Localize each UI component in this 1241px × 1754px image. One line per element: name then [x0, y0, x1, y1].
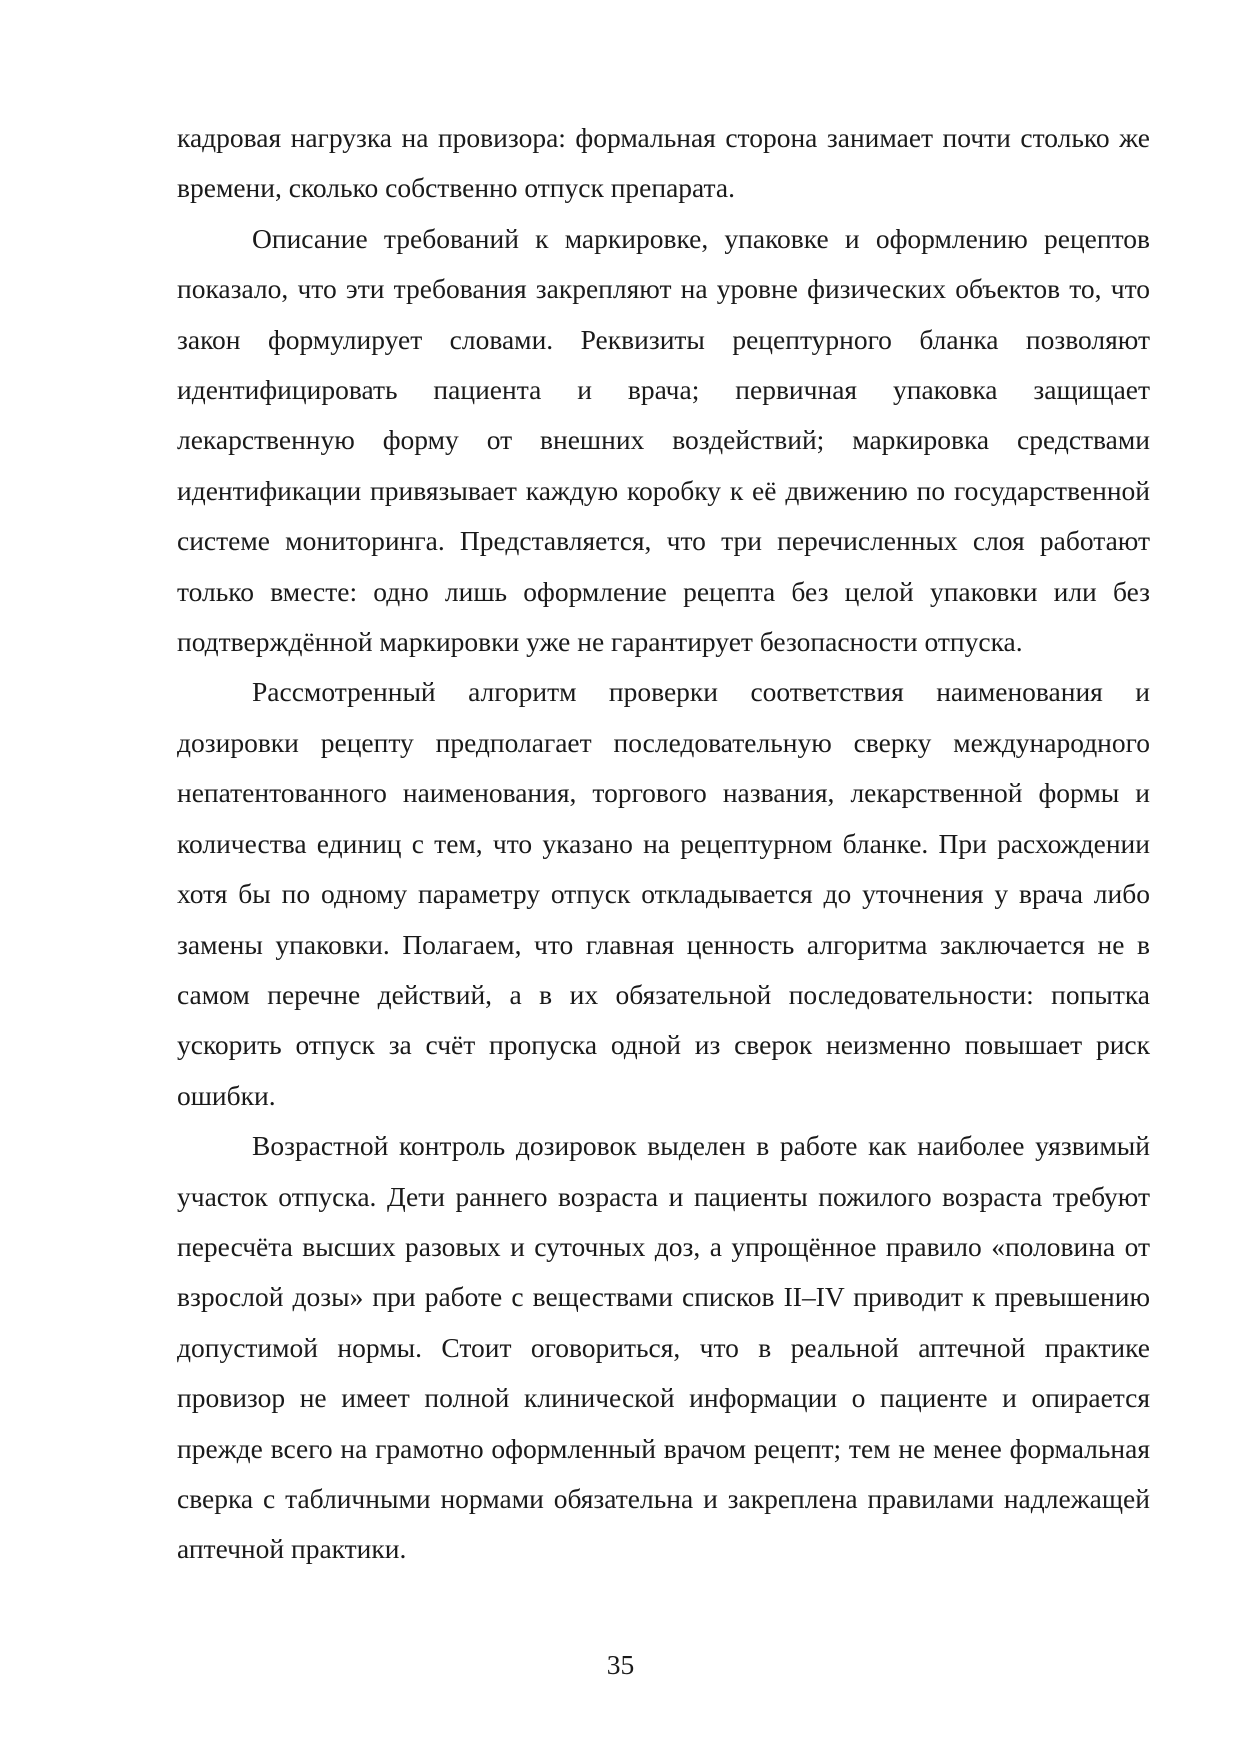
paragraph-packaging-requirements: Описание требований к маркировке, упаковке и оформлению рецептов показало, что эти требования закрепляют на уровне физических объектов то, что закон формулирует словами. Реквизиты рецептурного бланка позволяют идентифицировать пациента и врача; первичная упаковка защищает лекарственную форму от внешних воздействий; маркировка средствами идентификации привязывает каждую коробку к её движению по государственной системе мониторинга. Представляется, что три перечисленных слоя работают только вместе: одно лишь оформление рецепта без целой упаковки или без подтверждённой маркировки уже не гарантирует безопасности отпуска. [177, 222, 1150, 658]
page-number: 35 [606, 1649, 635, 1680]
paragraph-continuation: кадровая нагрузка на провизора: формальная сторона занимает почти столько же времени, сколько собственно отпуск препарата. [177, 122, 1150, 204]
body-text [177, 113, 1150, 1575]
paragraph-age-dosage-control: Возрастной контроль дозировок выделен в работе как наиболее уязвимый участок отпуска. Дети раннего возраста и пациенты пожилого возраста требуют пересчёта высших разовых и суточных доз, а упрощённое правило «половина от взрослой дозы» при работе с веществами списков II–IV приводит к превышению допустимой нормы. Стоит оговориться, что в реальной аптечной практике провизор не имеет полной клинической информации о пациенте и опирается прежде всего на грамотно оформленный врачом рецепт; тем не менее формальная сверка с табличными нормами обязательна и закреплена правилами надлежащей аптечной практики. [177, 1130, 1150, 1565]
paragraph-verification-algorithm: Рассмотренный алгоритм проверки соответствия наименования и дозировки рецепту предполагает последовательную сверку международного непатентованного наименования, торгового названия, лекарственной формы и количества единиц с тем, что указано на рецептурном бланке. При расхождении хотя бы по одному параметру отпуск откладывается до уточнения у врача либо замены упаковки. Полагаем, что главная ценность алгоритма заключается не в самом перечне действий, а в их обязательной последовательности: попытка ускорить отпуск за счёт пропуска одной из сверок неизменно повышает риск ошибки. [177, 676, 1150, 1111]
